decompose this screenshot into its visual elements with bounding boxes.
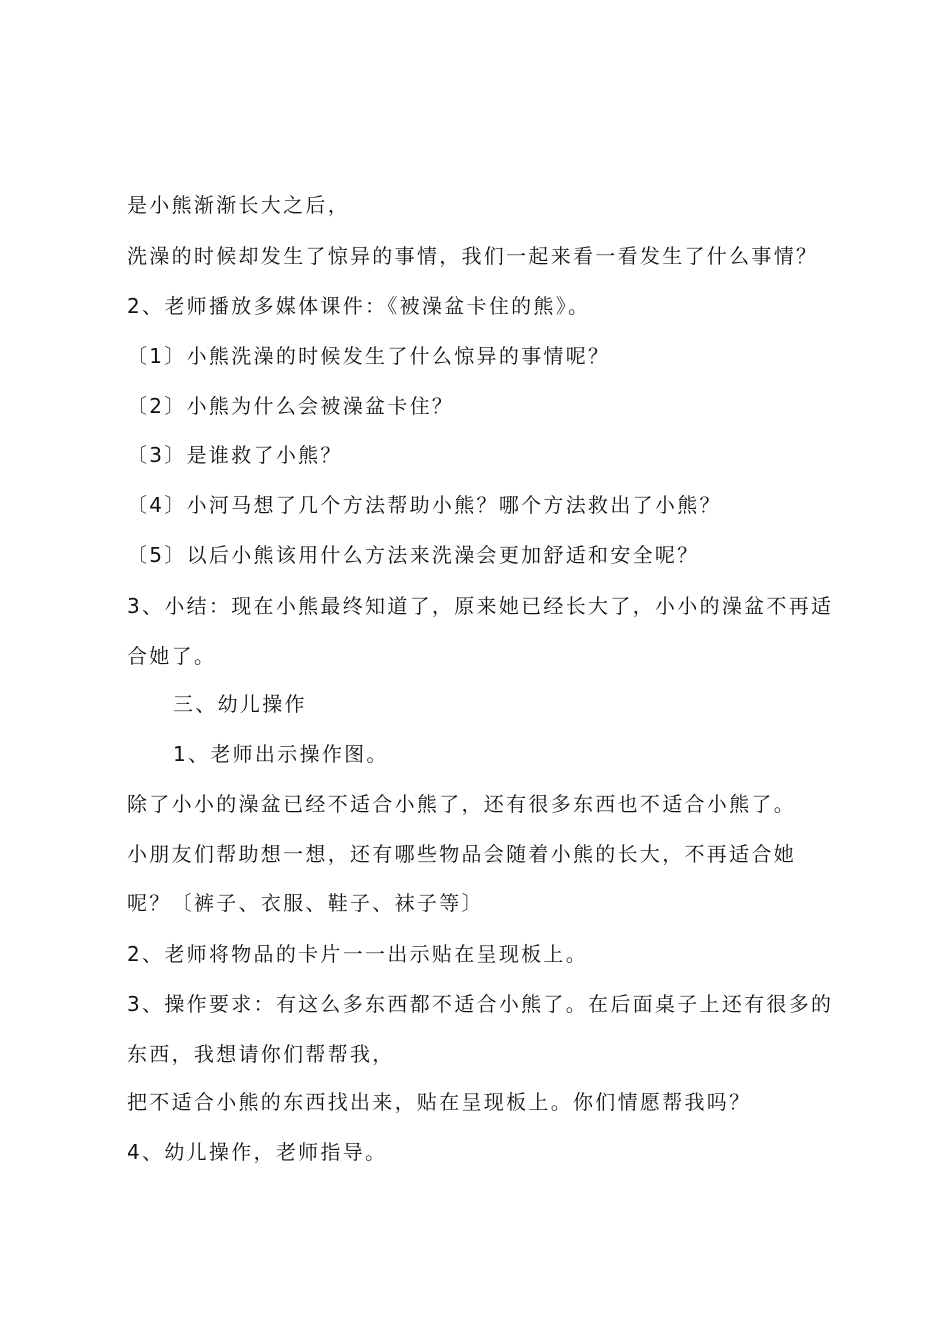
paragraph-line: 3、操作要求：有这么多东西都不适合小熊了。在后面桌子上还有很多的 <box>127 992 834 1016</box>
paragraph-line: 除了小小的澡盆已经不适合小熊了，还有很多东西也不适合小熊了。 <box>127 792 796 816</box>
question-item: 〔2〕小熊为什么会被澡盆卡住？ <box>127 394 455 418</box>
paragraph-line: 3、小结：现在小熊最终知道了，原来她已经长大了，小小的澡盆不再适 <box>127 594 834 618</box>
question-item: 〔1〕小熊洗澡的时候发生了什么惊异的事情呢？ <box>127 344 611 368</box>
question-item: 〔3〕是谁救了小熊？ <box>127 443 343 467</box>
paragraph-line: 合她了。 <box>127 644 217 668</box>
paragraph-line: 呢？〔裤子、衣服、鞋子、袜子等〕 <box>127 891 484 915</box>
paragraph-line: 1、老师出示操作图。 <box>173 742 389 766</box>
paragraph-line: 洗澡的时候却发生了惊异的事情，我们一起来看一看发生了什么事情？ <box>127 244 819 268</box>
paragraph-line: 是小熊渐渐长大之后， <box>127 193 350 217</box>
paragraph-line: 2、老师播放多媒体课件：《被澡盆卡住的熊》。 <box>127 294 591 318</box>
paragraph-line: 2、老师将物品的卡片一一出示贴在呈现板上。 <box>127 942 589 966</box>
question-item: 〔5〕以后小熊该用什么方法来洗澡会更加舒适和安全呢？ <box>127 543 700 567</box>
paragraph-line: 东西，我想请你们帮帮我， <box>127 1042 395 1066</box>
paragraph-line: 把不适合小熊的东西找出来，贴在呈现板上。你们情愿帮我吗？ <box>127 1090 752 1114</box>
section-heading: 三、幼儿操作 <box>173 692 307 716</box>
paragraph-line: 4、幼儿操作，老师指导。 <box>127 1140 388 1164</box>
question-item: 〔4〕小河马想了几个方法帮助小熊？哪个方法救出了小熊？ <box>127 493 722 517</box>
paragraph-line: 小朋友们帮助想一想，还有哪些物品会随着小熊的长大，不再适合她 <box>127 842 796 866</box>
